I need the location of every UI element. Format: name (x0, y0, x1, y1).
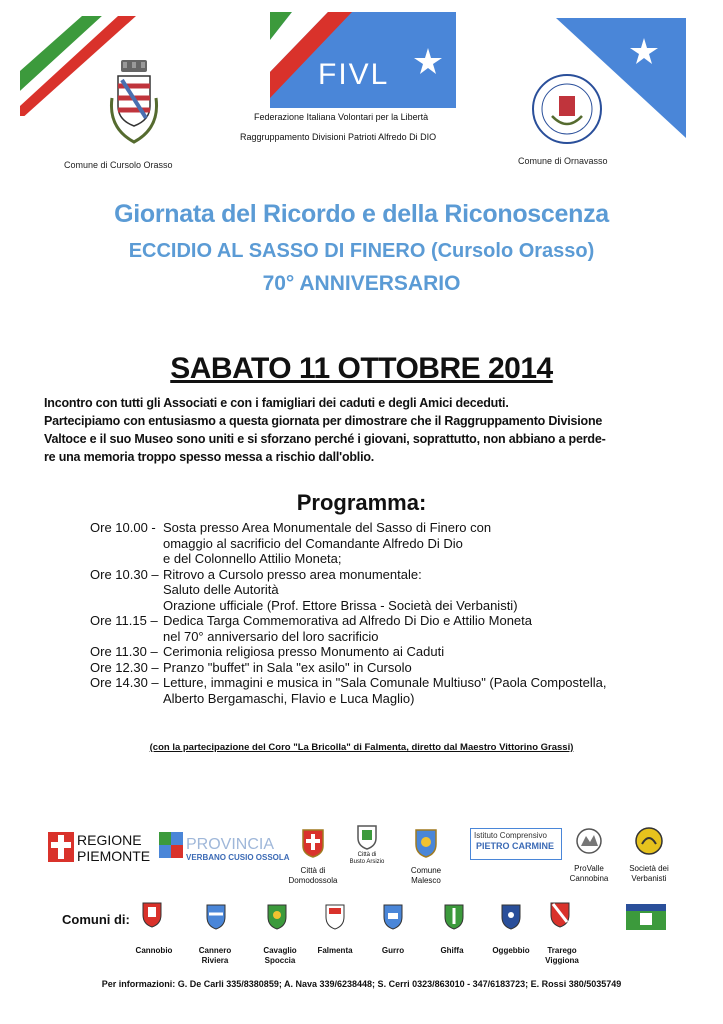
busto-arsizio-arms-icon (356, 820, 378, 850)
comune-name: Cannero Riviera (198, 946, 232, 965)
cavaglio-arms-icon (266, 902, 288, 930)
falmenta-arms-icon (324, 902, 346, 930)
regione-piemonte-logo-icon (48, 832, 74, 862)
malesco-caption: Comune Malesco (410, 866, 442, 885)
title-anniversario: 70° ANNIVERSARIO (262, 272, 461, 295)
intro-line-4: re una memoria troppo spesso messa a rischio dall'oblio. (44, 450, 375, 464)
provincia-line-2: VERBANO CUSIO OSSOLA (186, 853, 290, 862)
societa-verbanisti-logo-icon (634, 826, 664, 856)
program-time: Ore 10.30 – (90, 566, 159, 582)
program-text: Cerimonia religiosa presso Monumento ai Caduti (163, 644, 445, 659)
intro-line-3: Valtoce e il suo Museo sono uniti e si sforzano perché i giovani, soprattutto, non abbiano a perde- (44, 432, 606, 446)
program-time: Ore 12.30 – (90, 659, 159, 675)
comune-name: Cavaglio Spoccia (263, 946, 297, 965)
fivl-logo-text: FIVL (318, 58, 390, 91)
title-giornata: Giornata del Ricordo e della Riconoscenza (114, 200, 609, 228)
title-eccidio: ECCIDIO AL SASSO DI FINERO (Cursolo Orasso) (128, 240, 595, 262)
gurro-arms-icon (382, 902, 404, 930)
trarego-arms-icon (549, 900, 571, 928)
cursolo-coat-of-arms-icon (106, 58, 162, 150)
regione-line-1: REGIONE (77, 832, 142, 848)
istituto-line-2: PIETRO CARMINE (476, 841, 555, 851)
flag-badge-icon (626, 904, 666, 930)
program-text: Pranzo "buffet" in Sala "ex asilo" in Cursolo (163, 659, 412, 675)
intro-line-2: Partecipiamo con entusiasmo a questa giornata per dimostrare che il Raggruppamento Divisione (44, 414, 603, 428)
comuni-label: Comuni di: (62, 912, 130, 927)
program-item (90, 644, 700, 660)
program-text: Dedica Targa Commemorativa ad Alfredo Di Dio e Attilio Moneta nel 70° anniversario del loro sacrificio (163, 613, 532, 644)
cannero-arms-icon (205, 902, 227, 930)
istituto-line-1: Istituto Comprensivo (474, 831, 547, 840)
ornavasso-seal-icon (530, 72, 604, 146)
program-item (90, 567, 700, 614)
comune-name: Oggebbio (492, 946, 530, 955)
event-date (0, 352, 723, 386)
program-time: Ore 11.30 – (90, 644, 158, 659)
program-text: Ritrovo a Cursolo presso area monumentale: Saluto delle Autorità Orazione ufficiale (Prof. Ettore Brissa - Società dei Verbanisti) (163, 566, 518, 613)
program-item (90, 675, 700, 706)
domodossola-arms-icon (301, 826, 325, 858)
program-time: Ore 11.15 – (90, 613, 158, 628)
provincia-line-1: PROVINCIA (186, 836, 275, 853)
program-item (90, 660, 700, 676)
cannobio-arms-icon (141, 900, 163, 928)
domodossola-caption: Città di Domodossola (288, 866, 338, 885)
right-caption: Comune di Ornavasso (518, 156, 608, 166)
regione-line-2: PIEMONTE (77, 848, 151, 864)
oggebbio-arms-icon (500, 902, 522, 930)
contact-info: Per informazioni: G. De Carli 335/8380859; A. Nava 339/6238448; S. Cerri 0323/863010 - 347/6183723; E. Rossi 380/5035749 (101, 979, 622, 989)
program-text: Letture, immagini e musica in "Sala Comunale Multiuso" (Paola Compostella, Alberto Bergamaschi, Flavio e Luca Maglio) (163, 675, 607, 706)
provalle-caption: ProValle Cannobina (569, 864, 609, 883)
program-item (90, 613, 700, 644)
comune-name: Trarego Viggiona (545, 946, 579, 965)
malesco-arms-icon (414, 824, 438, 858)
fivl-raggruppamento: Raggruppamento Divisioni Patrioti Alfredo Di DIO (240, 132, 437, 142)
program-item (90, 520, 700, 567)
fivl-full-name: Federazione Italiana Volontari per la Libertà (254, 112, 429, 122)
verbanisti-caption: Società dei Verbanisti (629, 864, 669, 883)
busto-arsizio-caption: Città di Busto Arsizio (349, 852, 385, 865)
provincia-logo-icon (158, 826, 184, 860)
comune-name: Gurro (381, 946, 405, 955)
event-date-text: SABATO 11 OTTOBRE 2014 (170, 352, 553, 385)
program-text: Sosta presso Area Monumentale del Sasso di Finero con omaggio al sacrificio del Comandante Alfredo Di Dio e del Colonnello Attilio Moneta; (163, 520, 492, 566)
comune-name: Ghiffa (440, 946, 464, 955)
intro-line-1: Incontro con tutti gli Associati e con i famigliari dei caduti e degli Amici deceduti. (44, 396, 509, 410)
comune-name: Falmenta (317, 946, 353, 955)
program-time: Ore 10.00 - (90, 520, 156, 535)
comune-name: Cannobio (135, 946, 173, 955)
left-caption: Comune di Cursolo Orasso (64, 160, 173, 170)
coro-note: (con la partecipazione del Coro "La Bricolla" di Falmenta, diretto dal Maestro Vittorino Grassi) (149, 742, 574, 753)
program-list (90, 520, 700, 706)
program-time: Ore 14.30 – (90, 675, 159, 690)
ghiffa-arms-icon (443, 902, 465, 930)
provalle-cannobina-logo-icon (576, 826, 602, 856)
program-title: Programma: (296, 490, 427, 515)
